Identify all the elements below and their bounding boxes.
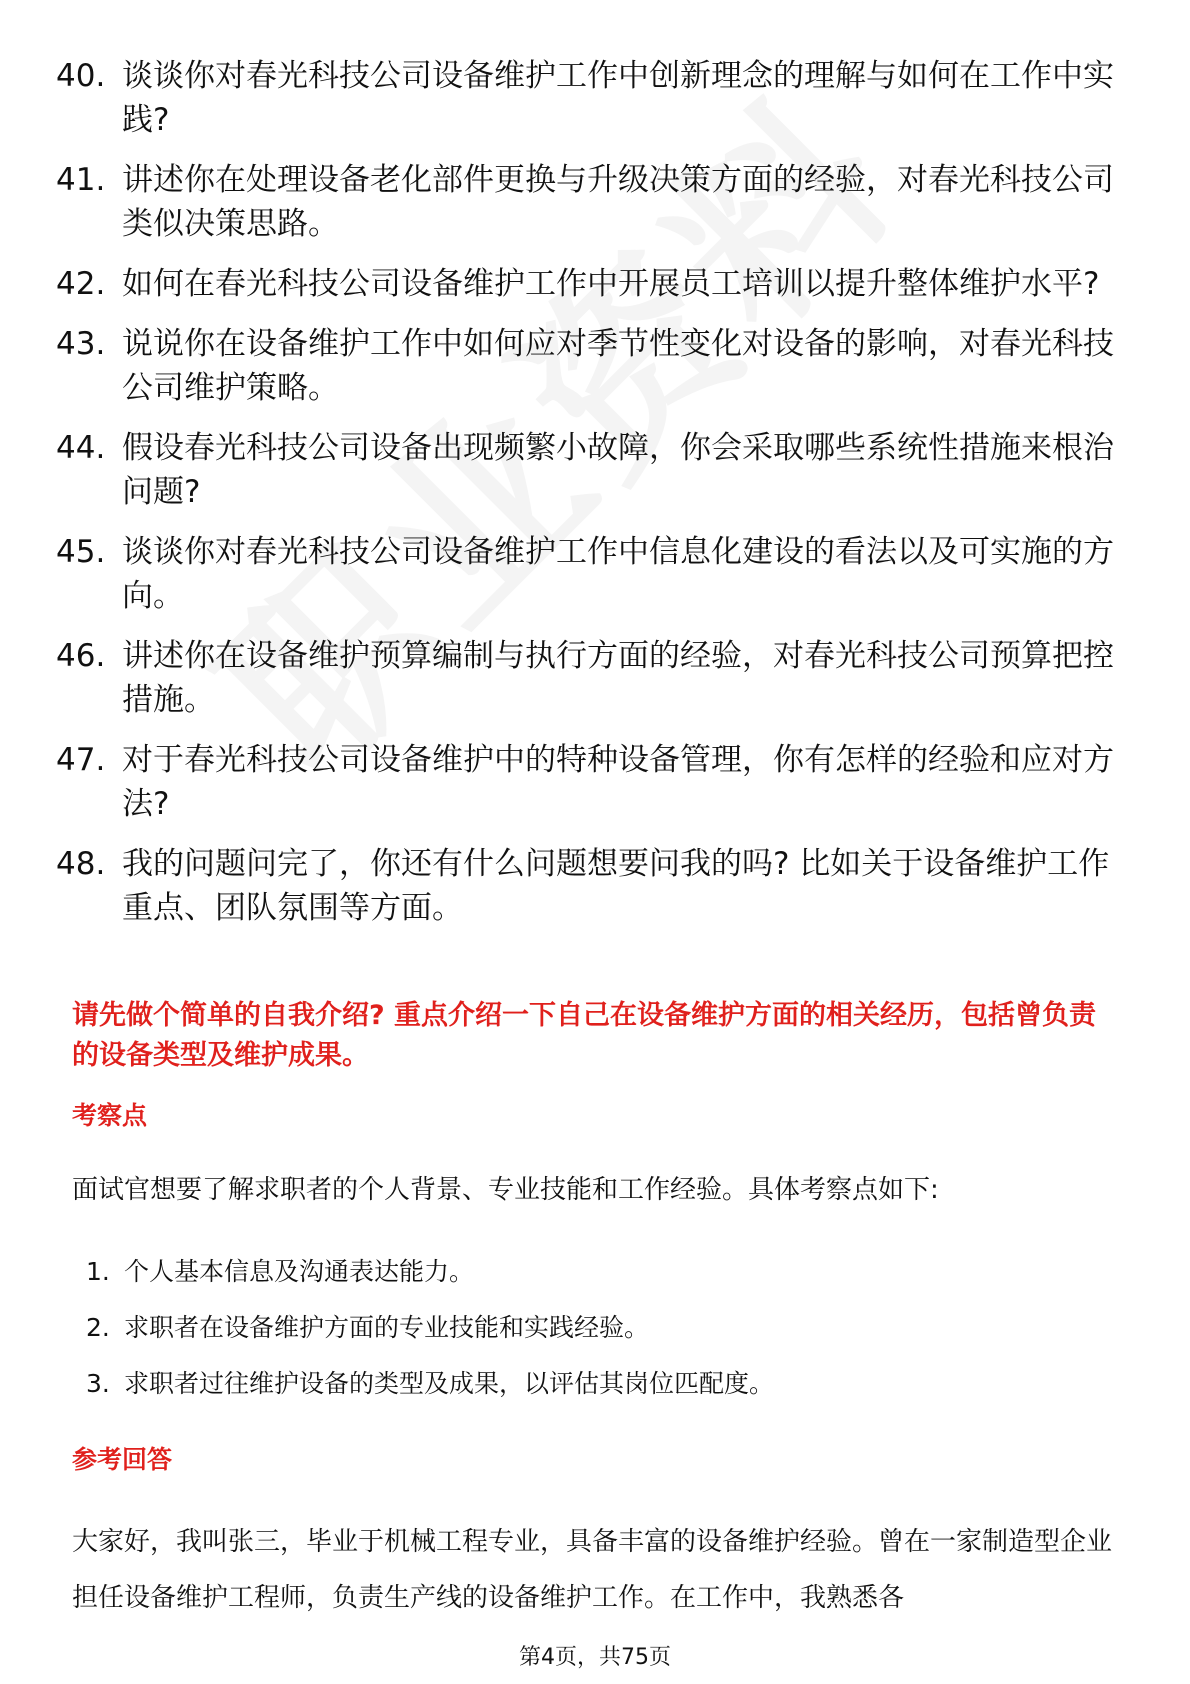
list-item: [56, 158, 1116, 246]
point-list: [86, 1254, 774, 1422]
question-list: [56, 54, 1116, 946]
page-footer: 第4页，共75页: [519, 1645, 671, 1670]
list-item: [56, 54, 1116, 142]
question-text: 我的问题问完了，你还有什么问题想要问我的吗? 比如关于设备维护工作重点、团队氛围等方面。: [122, 846, 1110, 926]
question-number: 44.: [56, 430, 106, 466]
question-number: 47.: [56, 742, 106, 778]
question-number: 45.: [56, 534, 106, 570]
question-number: 42.: [56, 266, 106, 302]
intro-paragraph: 面试官想要了解求职者的个人背景、专业技能和工作经验。具体考察点如下:: [72, 1175, 939, 1205]
list-item: [86, 1310, 774, 1346]
question-text: 对于春光科技公司设备维护中的特种设备管理，你有怎样的经验和应对方法?: [122, 742, 1114, 822]
list-item: [56, 322, 1116, 410]
point-number: 3.: [86, 1369, 110, 1398]
question-number: 41.: [56, 162, 106, 198]
list-item: [56, 426, 1116, 514]
question-number: 40.: [56, 58, 106, 94]
question-number: 46.: [56, 638, 106, 674]
question-text: 假设春光科技公司设备出现频繁小故障，你会采取哪些系统性措施来根治问题?: [122, 430, 1114, 510]
point-number: 2.: [86, 1313, 110, 1342]
list-item: [56, 842, 1116, 930]
question-text: 讲述你在设备维护预算编制与执行方面的经验，对春光科技公司预算把控措施。: [122, 638, 1114, 718]
section-heading-kaocha: 考察点: [72, 1101, 148, 1130]
question-text: 谈谈你对春光科技公司设备维护工作中信息化建设的看法以及可实施的方向。: [122, 534, 1114, 614]
list-item: [56, 634, 1116, 722]
list-item: [86, 1254, 774, 1290]
list-item: [56, 262, 1116, 306]
answer-paragraph: 大家好，我叫张三，毕业于机械工程专业，具备丰富的设备维护经验。曾在一家制造型企业担任设备维护工程师，负责生产线的设备维护工作。在工作中，我熟悉各: [72, 1527, 1113, 1613]
point-text: 求职者过往维护设备的类型及成果，以评估其岗位匹配度。: [124, 1369, 775, 1398]
list-item: [86, 1366, 774, 1402]
list-item: [56, 738, 1116, 826]
question-number: 43.: [56, 326, 106, 362]
point-text: 求职者在设备维护方面的专业技能和实践经验。: [124, 1313, 650, 1342]
list-item: [56, 530, 1116, 618]
question-number: 48.: [56, 846, 106, 882]
interview-question-heading: 请先做个简单的自我介绍? 重点介绍一下自己在设备维护方面的相关经历，包括曾负责的设备类型及维护成果。: [72, 1000, 1097, 1071]
point-text: 个人基本信息及沟通表达能力。: [124, 1257, 475, 1286]
question-text: 如何在春光科技公司设备维护工作中开展员工培训以提升整体维护水平?: [122, 266, 1100, 302]
section-heading-answer: 参考回答: [72, 1445, 173, 1474]
point-number: 1.: [86, 1257, 110, 1286]
question-text: 说说你在设备维护工作中如何应对季节性变化对设备的影响，对春光科技公司维护策略。: [122, 326, 1114, 406]
question-text: 讲述你在处理设备老化部件更换与升级决策方面的经验，对春光科技公司类似决策思路。: [122, 162, 1114, 242]
question-text: 谈谈你对春光科技公司设备维护工作中创新理念的理解与如何在工作中实践?: [122, 58, 1114, 138]
